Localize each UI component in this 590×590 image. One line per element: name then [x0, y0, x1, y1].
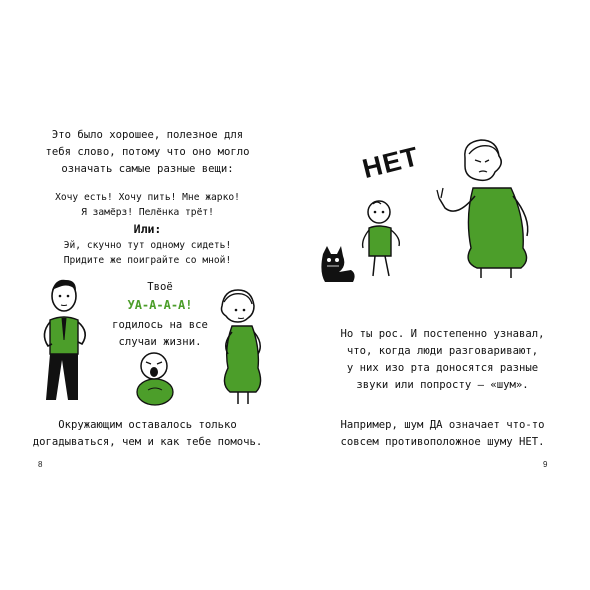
examples-second [0, 238, 295, 268]
paragraph-two [295, 417, 590, 451]
paragraph-line: Например, шум ДА означает что-то [340, 419, 545, 431]
closing-text [0, 417, 295, 451]
closing-line: догадываться, чем и как тебе помочь. [32, 436, 263, 448]
example-line: Хочу есть! Хочу пить! Мне жарко! [55, 192, 240, 203]
example-line: Придите же поиграйте со мной! [63, 255, 232, 266]
page-number-left: 8 [38, 460, 43, 469]
paragraph-line: звуки или попросту – «шум». [356, 379, 529, 391]
examples-first [0, 190, 295, 220]
example-line: Я замёрз! Пелёнка трёт! [81, 207, 214, 218]
caption-line: годилось на все [112, 319, 208, 331]
paragraph-line: Но ты рос. И постепенно узнавал, [340, 328, 545, 340]
paragraph-line: у них изо рта доносятся разные [346, 362, 539, 374]
paragraph-one [295, 326, 590, 394]
or-label: Или: [133, 222, 162, 236]
mother-illustration [214, 288, 274, 408]
right-page [295, 0, 590, 590]
father-illustration [38, 274, 108, 414]
caption-line: случаи жизни. [118, 336, 202, 348]
intro-text [0, 127, 295, 178]
intro-line: тебя слово, потому что оно могло [45, 146, 250, 158]
cry-text: УА-А-А-А! [127, 298, 193, 312]
net-word: НЕТ [359, 141, 423, 185]
crying-baby-illustration [130, 346, 180, 406]
example-line: Эй, скучно тут одному сидеть! [63, 240, 232, 251]
paragraph-line: совсем противоположное шуму НЕТ. [340, 436, 545, 448]
closing-line: Окружающим оставалось только [58, 419, 237, 431]
cat-illustration [317, 244, 361, 288]
intro-line: Это было хорошее, полезное для [51, 129, 244, 141]
intro-line: означать самые разные вещи: [61, 163, 234, 175]
paragraph-line: что, когда люди разговаривают, [346, 345, 539, 357]
page-number-right: 9 [543, 460, 548, 469]
boy-illustration [357, 198, 407, 286]
caption-top: Твоё [147, 281, 173, 293]
mother-scolding-illustration [435, 138, 545, 278]
